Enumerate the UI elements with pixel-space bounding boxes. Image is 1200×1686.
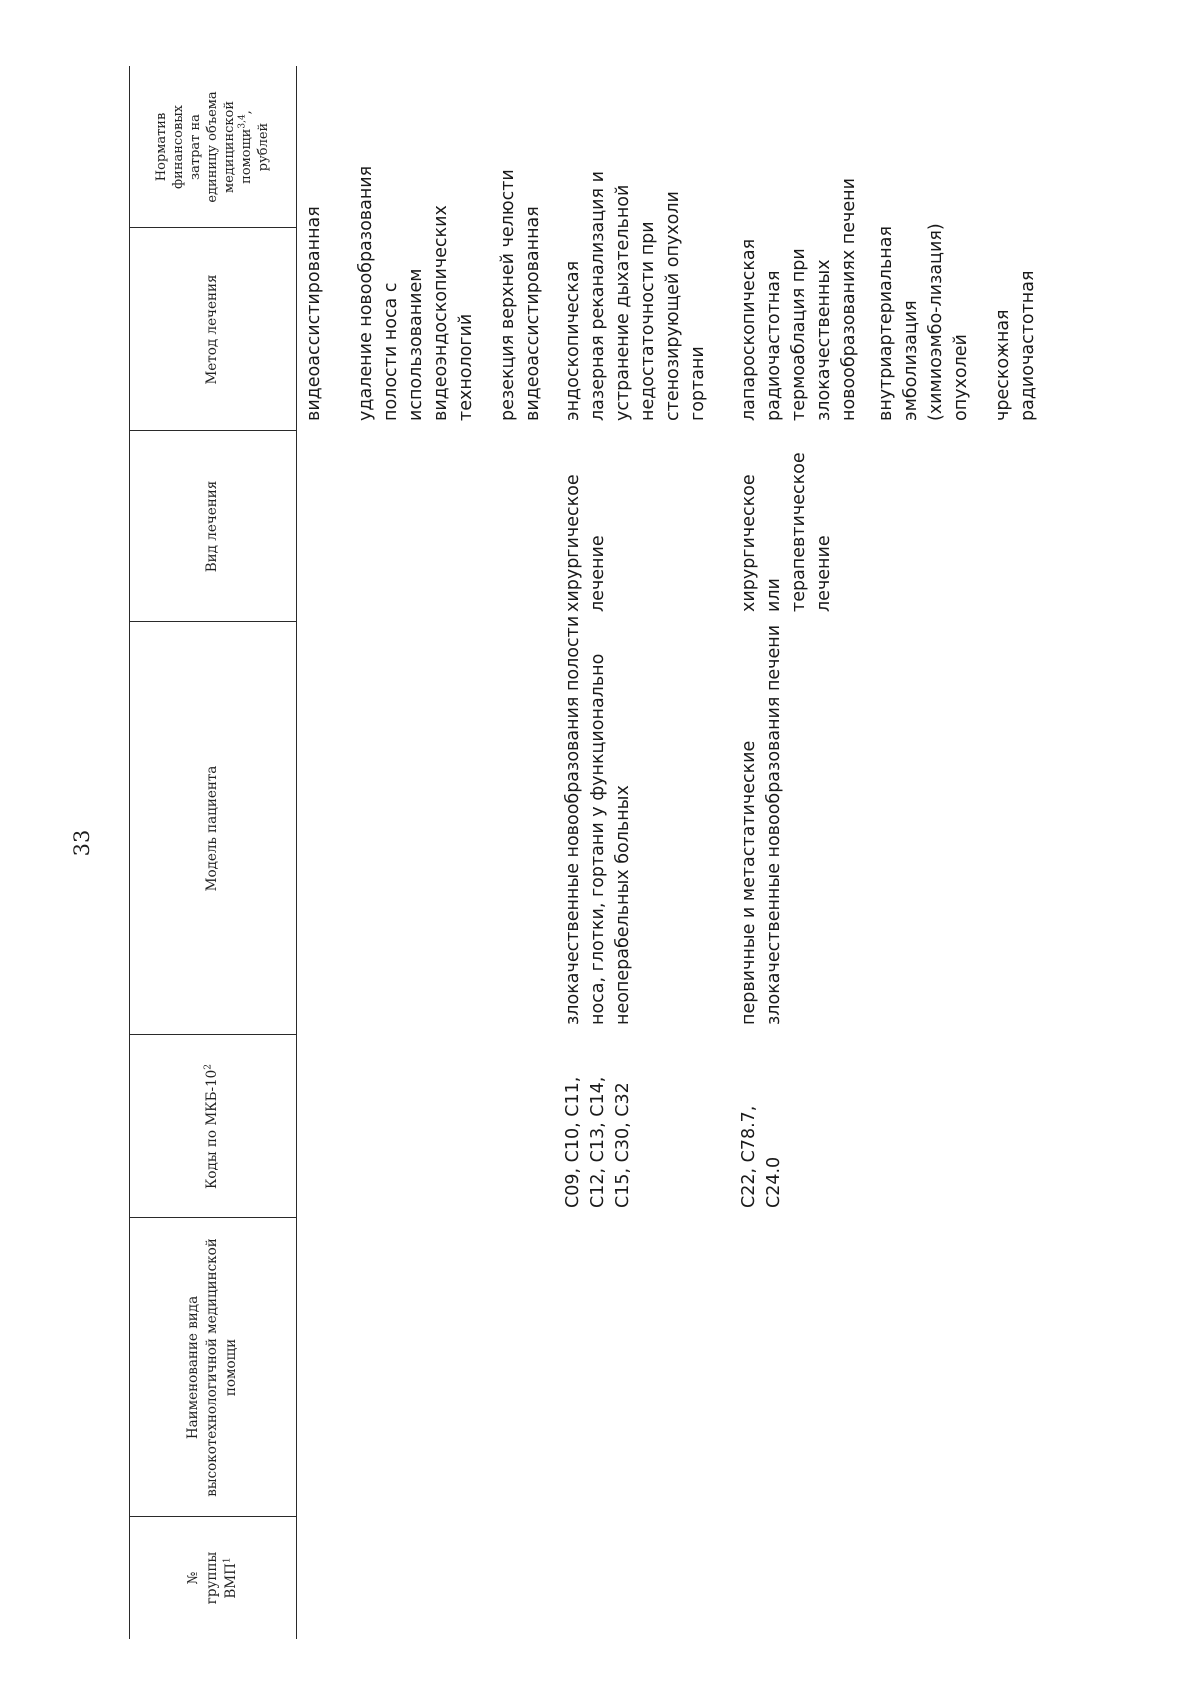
page-number: 33 [70,829,94,857]
method-cell: эндоскопическая лазерная реканализация и устранение дыхательной недостаточности при стенозирующей опухоли гортани [563,170,708,421]
method-cell: удаление новообразования полости носа с использованием видеоэндоскопических технологий [356,165,476,421]
header-icd-codes: Коды по МКБ-$10^2$ [203,1064,220,1190]
header-treatment-type: Вид лечения [204,480,220,573]
patient-model-cell: злокачественные новообразования полости носа, глотки, гортани у функционально неоперабельных больных [563,615,633,1025]
header-patient-model: Модель пациента [204,765,220,892]
patient-model-cell: первичные и метастатические злокачественные новообразования печени [739,624,784,1025]
method-cell: чрескожная радиочастотная [993,270,1038,421]
method-cell: видеоассистированная [304,206,324,421]
icd-codes-cell: С09, С10, С11, С12, С13, С14, С15, С30, С32 [563,1076,633,1208]
header-bottom-rule [296,66,297,1639]
icd-codes-cell: С22, С78.7, С24.0 [739,1105,784,1208]
method-cell: внутриартериальная эмболизация (химиоэмбо-лизация) опухолей [876,223,971,421]
rotated-table-sheet [56,66,1168,1639]
treatment-type-cell: хирургическое лечение [563,474,608,612]
method-cell: лапароскопическая радиочастотная термоаблация при злокачественных новообразованиях печени [739,178,859,421]
method-cell: резекция верхней челюсти видеоассистированная [498,169,543,421]
header-treatment-method: Метод лечения [204,274,220,385]
treatment-type-cell: хирургическое или терапевтическое лечение [739,452,834,612]
header-cost-norm: Норматив финансовых затрат на единицу объема медицинской помощи$^{3,4}$, рублей [154,91,271,203]
header-group-number: № группы ВМП$^1$ [185,1551,239,1605]
header-vmp-type-name: Наименование вида высокотехнологичной медицинской помощи [185,1238,239,1497]
